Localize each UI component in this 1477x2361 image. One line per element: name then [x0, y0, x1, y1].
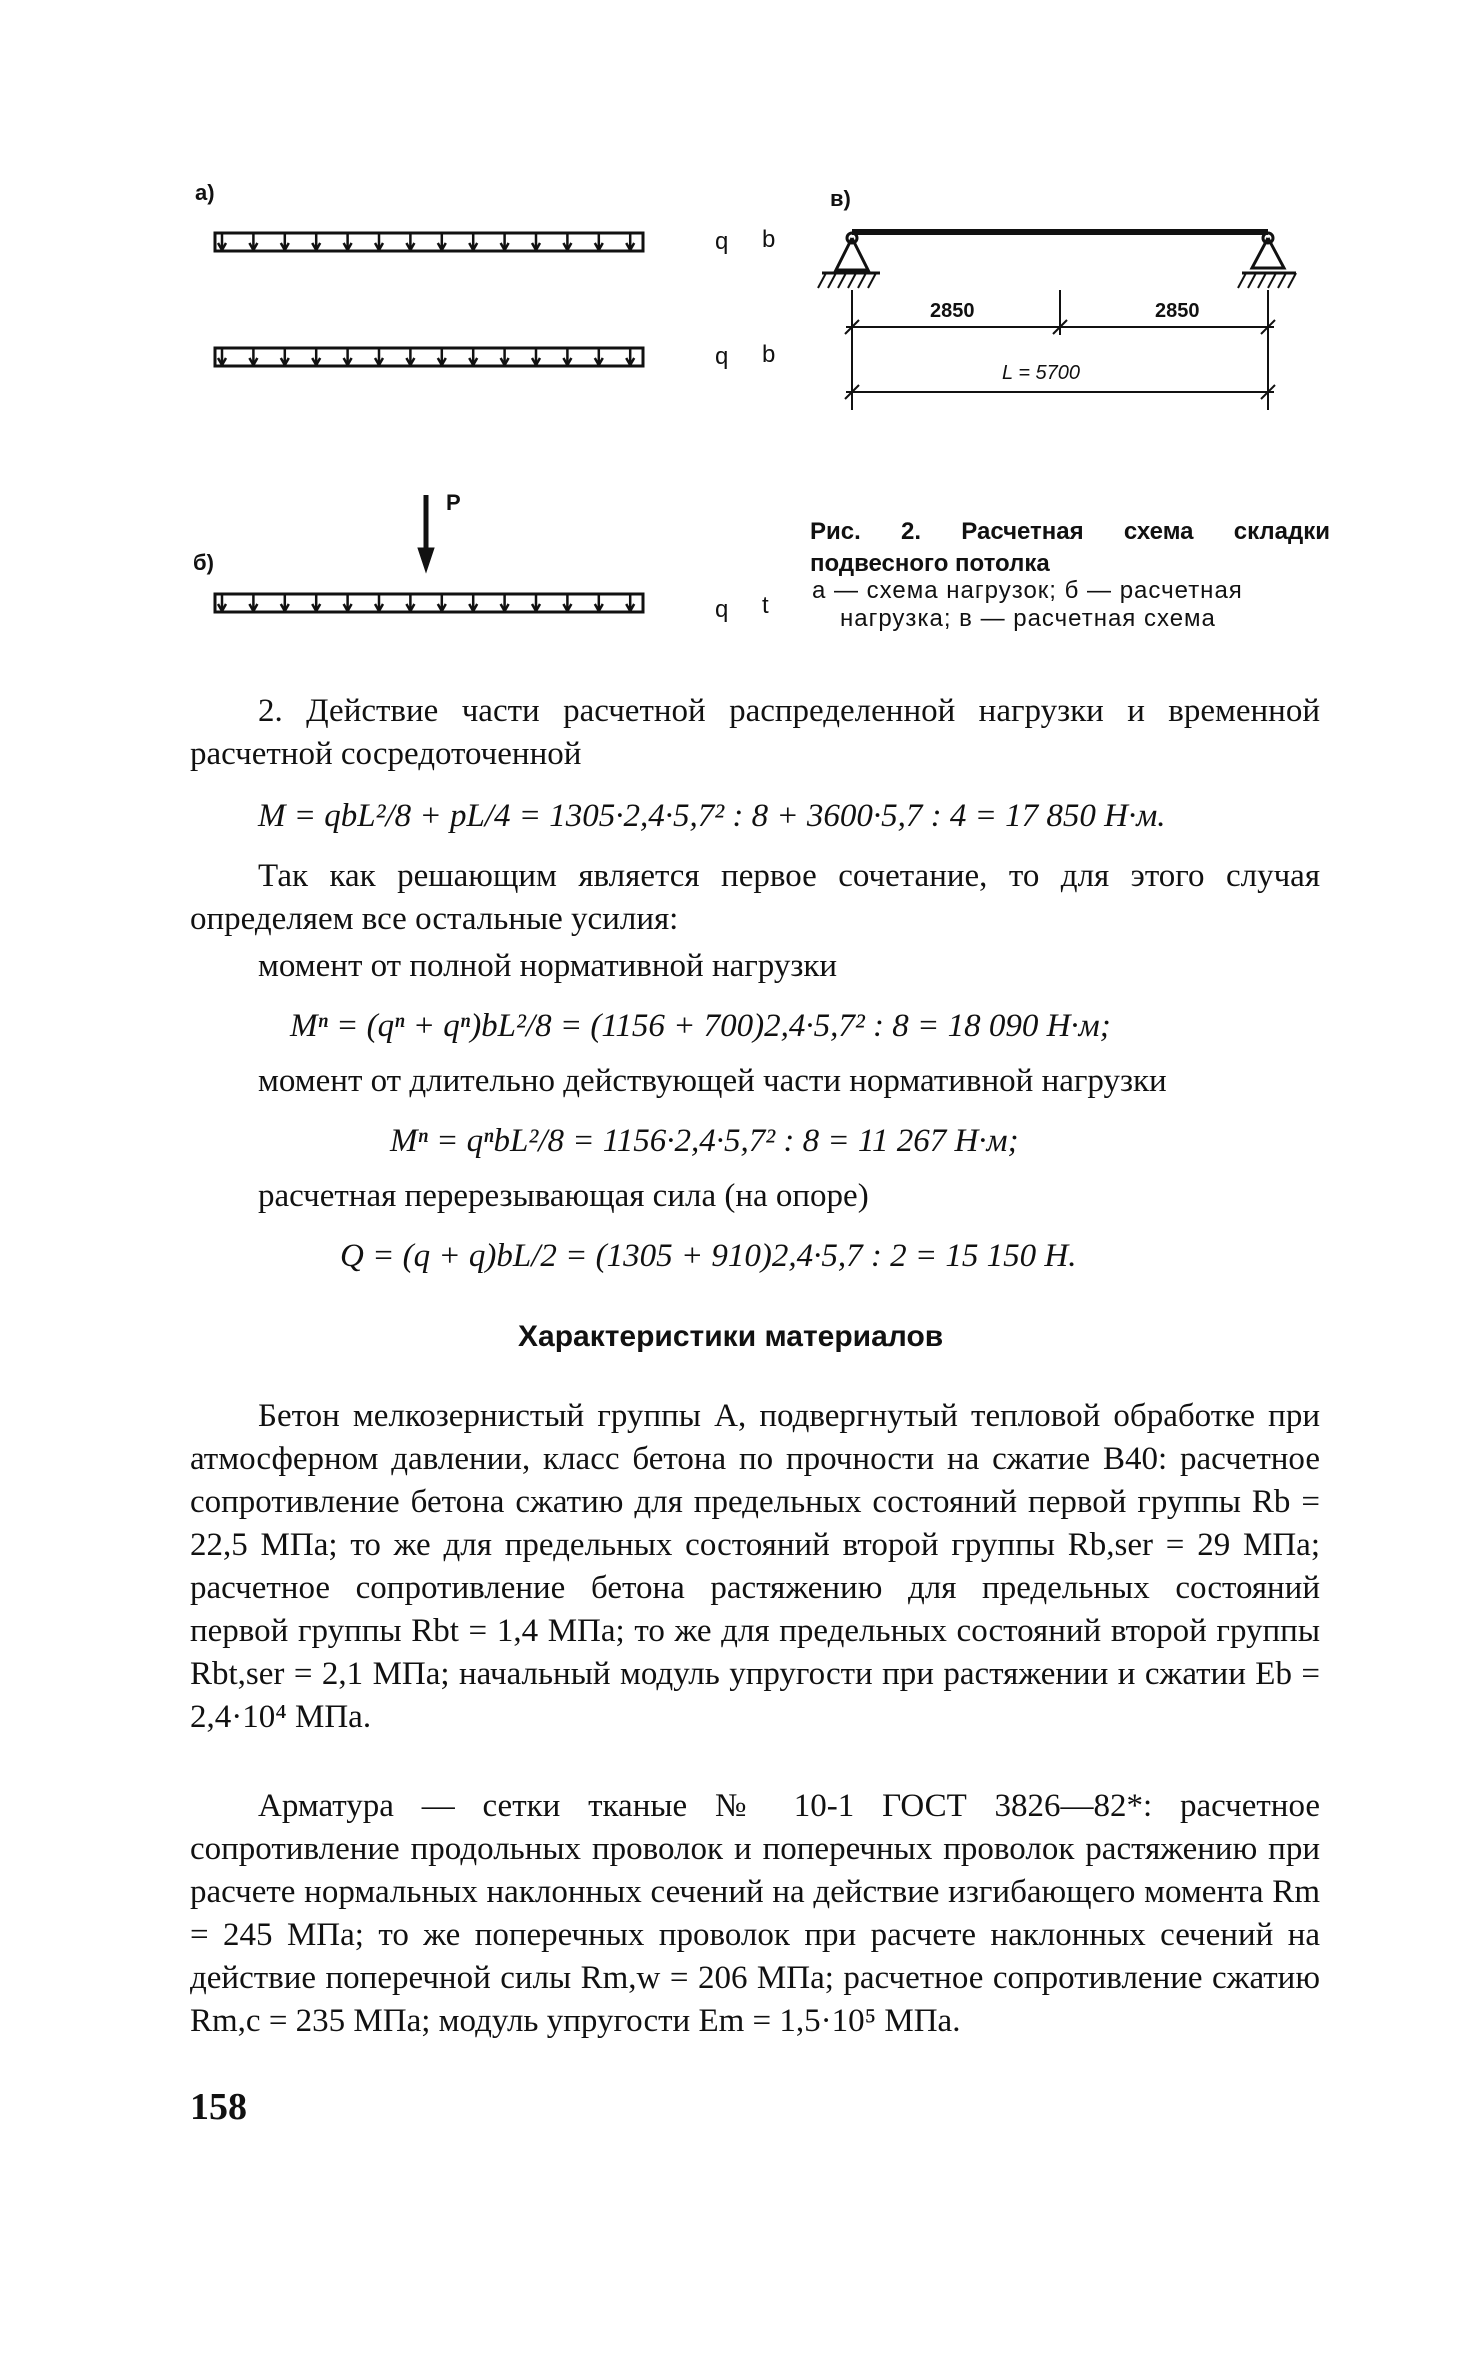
figure-caption-line1: а — схема нагрузок; б — расчетная: [812, 577, 1243, 604]
label-a: а): [195, 180, 215, 205]
dim-left: 2850: [930, 300, 975, 322]
dim-total: L = 5700: [1002, 362, 1081, 384]
formula-mn-full: Mⁿ = (qⁿ + qⁿ)bL²/8 = (1156 + 700)2,4·5,7² : 8 = 18 090 Н·м;: [290, 1008, 1111, 1044]
section-heading: Характеристики материалов: [518, 1320, 944, 1353]
load-a2-letter-q: q: [715, 343, 729, 370]
load-diagram-b: [215, 594, 643, 612]
dim-right: 2850: [1155, 300, 1200, 322]
figure-caption-title: Рис. 2. Расчетная схема складки подвесного потолка: [810, 518, 1330, 577]
figure-caption-line2: нагрузка; в — расчетная схема: [840, 605, 1216, 632]
force-arrow: [418, 495, 434, 572]
load-a1-letter-b: b: [762, 226, 776, 253]
load-a2-letter-b: b: [762, 341, 776, 368]
paragraph-reinforcement: Арматура — сетки тканые № 10-1 ГОСТ 3826—82*: расчетное сопротивление продольных проволок и поперечных проволок растяжению при расчете нормальных наклонных сечений на действие изгибающего момента Rm = 245 МПа; то же поперечных проволок при расчете наклонных сечений на действие поперечной силы Rm,w = 206 МПа; расчетное сопротивление сжатию Rm,c = 235 МПа; модуль упругости Em = 1,5·10⁵ МПа.: [190, 1788, 1320, 2039]
load-a1-letter-q: q: [715, 228, 729, 255]
load-b-letter-q: q: [715, 596, 729, 623]
paragraph-full-moment: момент от полной нормативной нагрузки: [258, 948, 838, 984]
formula-m: M = qbL²/8 + pL/4 = 1305·2,4·5,7² : 8 + 3600·5,7 : 4 = 17 850 Н·м.: [258, 798, 1166, 834]
force-label: P: [446, 490, 461, 515]
paragraph-action: 2. Действие части расчетной распределенной нагрузки и временной расчетной сосредоточенной: [190, 693, 1320, 772]
label-b: б): [193, 550, 214, 575]
label-v: в): [830, 186, 851, 211]
formula-q: Q = (q + q)bL/2 = (1305 + 910)2,4·5,7 : 2 = 15 150 Н.: [340, 1238, 1077, 1274]
page-number: 158: [190, 2086, 247, 2128]
paragraph-combination: Так как решающим является первое сочетание, то для этого случая определяем все остальные усилия:: [190, 858, 1320, 937]
formula-mn-long: Mⁿ = qⁿbL²/8 = 1156·2,4·5,7² : 8 = 11 267 Н·м;: [390, 1123, 1019, 1159]
paragraph-long-moment: момент от длительно действующей части нормативной нагрузки: [258, 1063, 1167, 1099]
load-b-letter-t: t: [762, 592, 769, 619]
paragraph-shear: расчетная перерезывающая сила (на опоре): [258, 1178, 869, 1214]
load-diagram-a1: [215, 233, 643, 251]
load-diagram-a2: [215, 348, 643, 366]
paragraph-concrete: Бетон мелкозернистый группы А, подвергнутый тепловой обработке при атмосферном давлении, класс бетона по прочности на сжатие В40: расчетное сопротивление бетона сжатию для предельных состояний первой группы Rb = 22,5 МПа; то же для предельных состояний второй группы Rb,ser = 29 МПа; расчетное сопротивление бетона растяжению для предельных состояний первой группы Rbt = 1,4 МПа; то же для предельных состояний второй группы Rbt,ser = 2,1 МПа; начальный модуль упругости при растяжении и сжатии Eb = 2,4·10⁴ МПа.: [190, 1398, 1320, 1735]
